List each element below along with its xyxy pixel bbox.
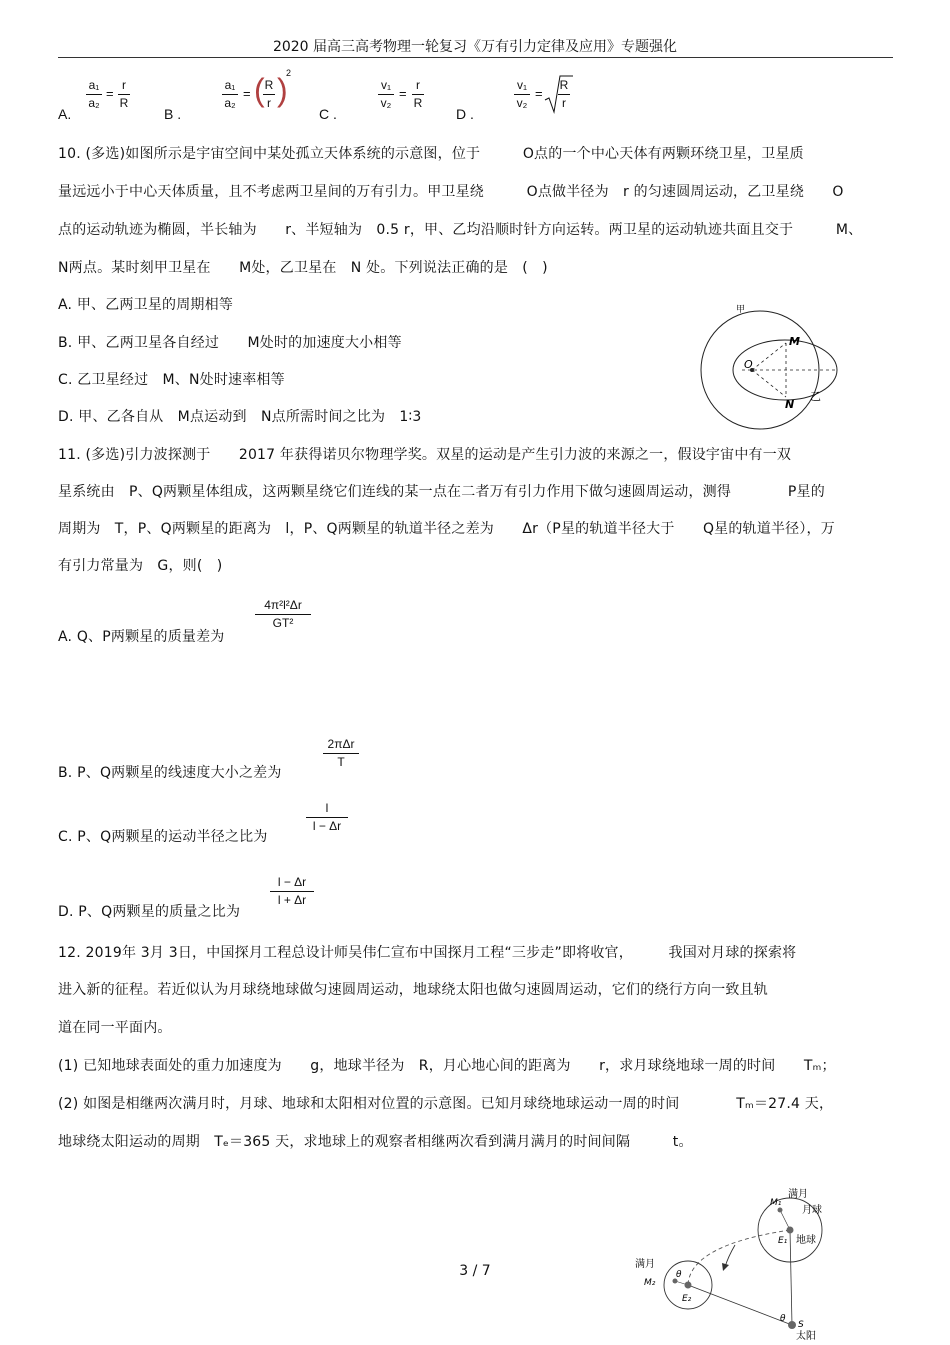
- q11-option-c-fraction: l l − Δr: [306, 801, 348, 834]
- q9-equals: =: [106, 86, 114, 101]
- label-sun: 太阳: [796, 1331, 816, 1342]
- q10-line: 量远远小于中心天体质量，且不考虑两卫星间的万有引力。甲卫星绕 O点做半径为 r 的匀速圆周运动，乙卫星绕 O: [58, 184, 844, 200]
- q11-line: 周期为 T，P、Q两颗星的距离为 l，P、Q两颗星的轨道半径之差为 Δr（P星的轨道半径大于 Q星的轨道半径），万: [58, 521, 835, 537]
- q12-part-1: (1) 已知地球表面处的重力加速度为 g，地球半径为 R，月心地心间的距离为 r，求月球绕地球一周的时间 Tₘ；: [58, 1058, 836, 1074]
- label-M2: M₂: [644, 1278, 656, 1288]
- q9-equals: =: [243, 86, 251, 101]
- q9-option-d-lhs: v₁ v₂: [514, 78, 530, 111]
- q9-option-b-lhs: a₁ a₂: [222, 78, 238, 111]
- q9-option-b-label: B .: [164, 106, 182, 122]
- label-N: N: [785, 398, 795, 411]
- q10-option-c: C. 乙卫星经过 M、N处时速率相等: [58, 372, 285, 388]
- q11-line: 星系统由 P、Q两颗星体组成，这两颗星绕它们连线的某一点在二者万有引力作用下做匀速圆周运动，测得 P星的: [58, 484, 825, 500]
- q9-equals: =: [535, 86, 543, 101]
- q9-option-a-label: A.: [58, 106, 72, 122]
- label-full-moon-2: 满月: [635, 1259, 655, 1270]
- q12-part-2-cont: 地球绕太阳运动的周期 Tₑ＝365 天，求地球上的观察者相继两次看到满月满月的时间间隔 t。: [58, 1134, 693, 1150]
- q11-option-a-fraction: 4π²l²Δr GT²: [255, 598, 311, 631]
- q9-option-c-rhs: r R: [413, 78, 423, 110]
- label-moon: 月球: [802, 1205, 822, 1216]
- q11-option-d: D. P、Q两颗星的质量之比为: [58, 904, 241, 920]
- q10-line: N两点。某时刻甲卫星在 M处，乙卫星在 N 处。下列说法正确的是 ( ): [58, 260, 548, 276]
- q10-option-a: A. 甲、乙两卫星的周期相等: [58, 297, 234, 313]
- page-number: 3 / 7: [459, 1263, 491, 1279]
- label-E1: E₁: [778, 1236, 788, 1246]
- q11-option-d-fraction: l − Δr l + Δr: [270, 875, 314, 908]
- q9-paren-left: (: [254, 72, 265, 108]
- q12-line: 12. 2019年 3月 3日，中国探月工程总设计师吴伟仁宣布中国探月工程“三步走”即将收官， 我国对月球的探索将: [58, 945, 797, 961]
- q9-option-d-label: D .: [456, 106, 474, 122]
- q12-line: 道在同一平面内。: [58, 1020, 172, 1036]
- header-rule: [58, 57, 893, 58]
- label-earth: 地球: [796, 1235, 816, 1246]
- label-S: S: [798, 1320, 804, 1330]
- label-full-moon-1: 满月: [788, 1189, 808, 1200]
- q11-option-a: A. Q、P两颗星的质量差为: [58, 629, 225, 645]
- label-jia: 甲: [736, 305, 746, 315]
- q9-equals: =: [399, 86, 407, 101]
- q12-part-2: (2) 如图是相继两次满月时，月球、地球和太阳相对位置的示意图。已知月球绕地球运动一周的时间 Tₘ＝27.4 天，: [58, 1096, 834, 1112]
- q10-line: 点的运动轨迹为椭圆，半长轴为 r、半短轴为 0.5 r，甲、乙均沿顺时针方向运转。两卫星的运动轨迹共面且交于 M、: [58, 222, 863, 238]
- q11-option-b-fraction: 2πΔr T: [323, 737, 359, 770]
- label-M1: M₁: [770, 1198, 782, 1208]
- q9-exponent: 2: [286, 68, 292, 78]
- q9-option-d-rhs: R r: [559, 78, 569, 110]
- label-theta-1: θ: [676, 1270, 682, 1280]
- q11-line: 有引力常量为 G，则( ): [58, 558, 223, 574]
- q12-line: 进入新的征程。若近似认为月球绕地球做匀速圆周运动，地球绕太阳也做匀速圆周运动，它们的绕行方向一致且轨: [58, 982, 768, 998]
- q11-option-b: B. P、Q两颗星的线速度大小之差为: [58, 765, 282, 781]
- label-yi: 乙: [810, 390, 821, 403]
- q9-option-c-lhs: v₁ v₂: [378, 78, 394, 111]
- label-M: M: [789, 335, 800, 348]
- q10-line: 10. (多选)如图所示是宇宙空间中某处孤立天体系统的示意图，位于 O点的一个中心天体有两颗环绕卫星，卫星质: [58, 146, 804, 162]
- label-O: O: [744, 358, 753, 371]
- q10-option-b: B. 甲、乙两卫星各自经过 M处时的加速度大小相等: [58, 335, 402, 351]
- q9-option-b-rhs: R r: [264, 78, 274, 110]
- q11-line: 11. (多选)引力波探测于 2017 年获得诺贝尔物理学奖。双星的运动是产生引力波的来源之一，假设宇宙中有一双: [58, 447, 792, 463]
- label-E2: E₂: [682, 1294, 692, 1304]
- label-theta-2: θ: [780, 1314, 786, 1324]
- q11-option-c: C. P、Q两颗星的运动半径之比为: [58, 829, 268, 845]
- q9-option-a-lhs: a₁ a₂: [86, 78, 102, 111]
- q9-paren-right: ): [277, 72, 288, 108]
- q9-option-c-label: C .: [319, 106, 337, 122]
- q10-option-d: D. 甲、乙各自从 M点运动到 N点所需时间之比为 1∶3: [58, 409, 422, 425]
- orbit-figure: [690, 300, 850, 430]
- q9-option-a-rhs: r R: [119, 78, 129, 110]
- page-header: 2020 届高三高考物理一轮复习《万有引力定律及应用》专题强化: [272, 39, 678, 55]
